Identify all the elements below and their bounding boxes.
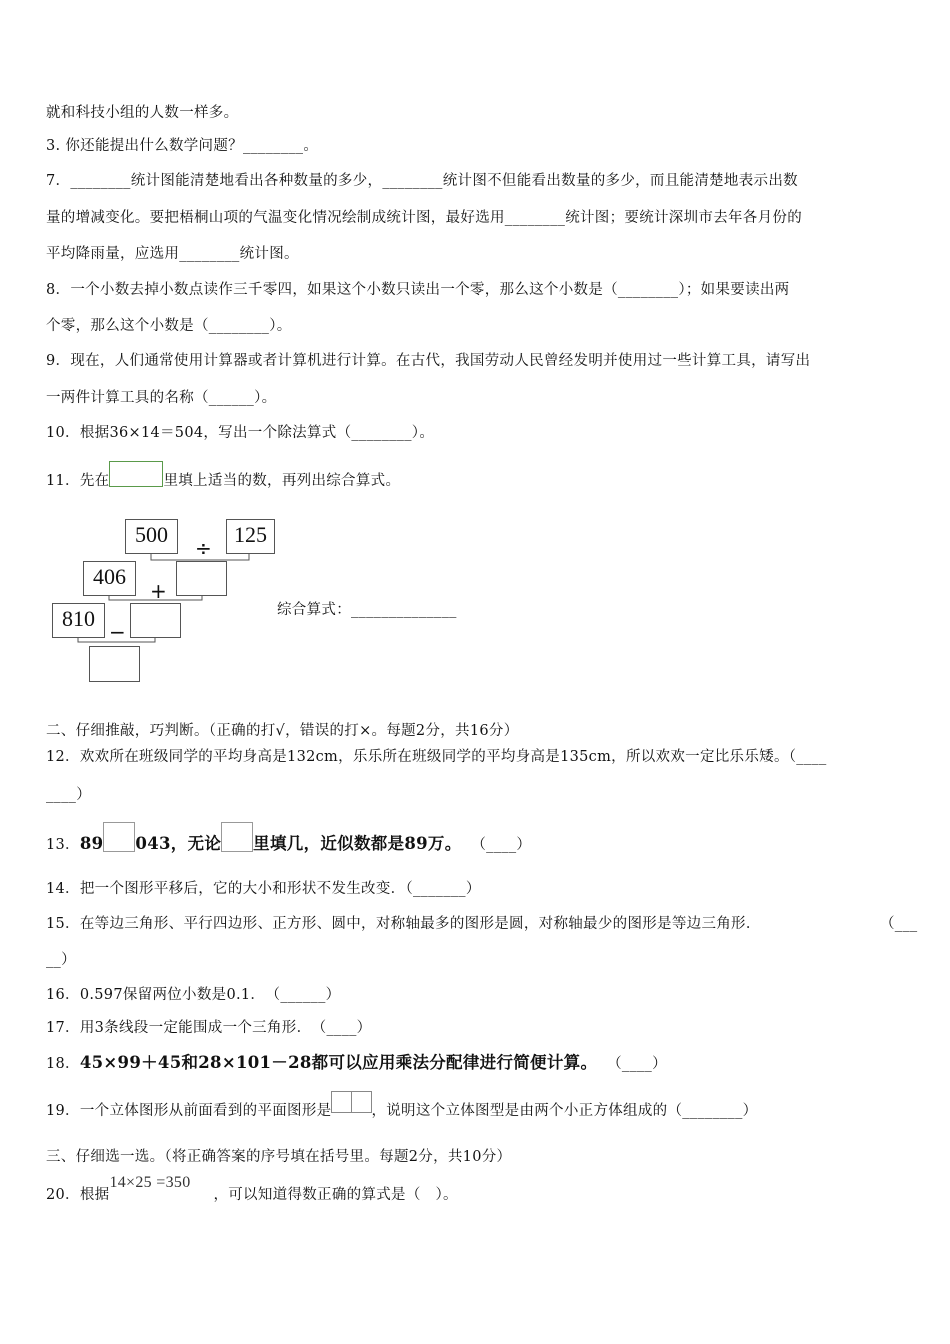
- question-15-line2: __）: [46, 952, 76, 968]
- q11-suffix: 里填上适当的数，再列出综合算式。: [163, 473, 401, 489]
- answer-box-icon: [109, 461, 163, 487]
- divide-sign: ÷: [195, 536, 212, 560]
- question-20: [46, 1174, 458, 1205]
- question-13: [46, 830, 531, 860]
- two-squares-icon: [331, 1091, 371, 1113]
- number-box-810: 810: [52, 603, 105, 638]
- question-16: 16．0.597保留两位小数是0.1． （______）: [46, 987, 341, 1003]
- q13-part-a: 89: [79, 834, 104, 853]
- question-15-line1: 15．在等边三角形、平行四边形、正方形、圆中，对称轴最多的图形是圆，对称轴最少的图形是等边三角形．: [46, 916, 761, 932]
- combined-formula-label: 综合算式：______________: [277, 602, 457, 618]
- digit-box-icon: [103, 822, 135, 852]
- question-7-line3: 平均降雨量，应选用________统计图。: [46, 246, 299, 262]
- question-11: [46, 468, 400, 494]
- empty-box-result[interactable]: [89, 646, 140, 682]
- section-2-heading: 二、仔细推敲，巧判断。（正确的打√，错误的打×。每题2分，共16分）: [46, 723, 519, 739]
- question-9-line2: 一两件计算工具的名称（______）。: [46, 390, 277, 406]
- q18-text: 45×99＋45和28×101－28都可以应用乘法分配律进行简便计算。: [79, 1053, 598, 1072]
- number-box-125: 125: [226, 519, 275, 554]
- empty-box-sum[interactable]: [176, 561, 227, 596]
- number-box-500: 500: [125, 519, 178, 554]
- question-7-line1: 7．________统计图能清楚地看出各种数量的多少，________统计图不但能看出数量的多少，而且能清楚地表示出数: [46, 173, 798, 189]
- q20-formula: 14×25 =350: [109, 1174, 191, 1191]
- plus-sign: +: [150, 579, 167, 603]
- empty-box-diff-operand[interactable]: [130, 603, 181, 638]
- q13-part-c: 里填几，近似数都是89万。: [253, 834, 462, 853]
- number-box-406: 406: [83, 561, 136, 596]
- question-12-line1: 12．欢欢所在班级同学的平均身高是132cm，乐乐所在班级同学的平均身高是135cm，所以欢欢一定比乐乐矮。（____: [46, 749, 827, 765]
- question-9-line1: 9．现在，人们通常使用计算器或者计算机进行计算。在古代，我国劳动人民曾经发明并使用过一些计算工具，请写出: [46, 353, 811, 369]
- question-15-line1-tail: （___: [880, 916, 918, 932]
- q13-number: 13．: [46, 837, 80, 853]
- diagram-lines: [0, 0, 300, 200]
- question-10: 10．根据36×14＝504，写出一个除法算式（________）。: [46, 425, 435, 441]
- q20-prefix: 20．根据: [46, 1187, 110, 1203]
- q20-suffix: ，可以知道得数正确的算式是（ ）。: [213, 1187, 458, 1203]
- question-3: 3. 你还能提出什么数学问题？________。: [46, 138, 319, 154]
- q19-suffix: ，说明这个立体图型是由两个小正方体组成的（________）: [371, 1103, 758, 1119]
- question-17: 17．用3条线段一定能围成一个三角形． （____）: [46, 1020, 372, 1036]
- minus-sign: −: [109, 620, 126, 644]
- q13-answer: （____）: [471, 837, 532, 853]
- q13-part-b: 043，无论: [135, 834, 222, 853]
- question-12-line2: ____）: [46, 787, 91, 803]
- question-14: 14．把一个图形平移后，它的大小和形状不发生改变．（_______）: [46, 881, 481, 897]
- q18-answer: （____）: [607, 1056, 667, 1072]
- question-19: [46, 1100, 757, 1122]
- q11-prefix: 11．先在: [46, 473, 110, 489]
- q18-number: 18．: [46, 1056, 80, 1072]
- question-18: [46, 1053, 667, 1074]
- section-3-heading: 三、仔细选一选。（将正确答案的序号填在括号里。每题2分，共10分）: [46, 1149, 512, 1165]
- text-line: 就和科技小组的人数一样多。: [46, 105, 239, 121]
- question-8-line2: 个零，那么这个小数是（________）。: [46, 318, 292, 334]
- question-7-line2: 量的增减变化。要把梧桐山项的气温变化情况绘制成统计图，最好选用________统计图；要统计深圳市去年各月份的: [46, 210, 802, 226]
- digit-box-icon: [221, 822, 253, 852]
- q19-prefix: 19．一个立体图形从前面看到的平面图形是: [46, 1103, 332, 1119]
- question-8-line1: 8．一个小数去掉小数点读作三千零四，如果这个小数只读出一个零，那么这个小数是（________）；如果要读出两: [46, 282, 790, 298]
